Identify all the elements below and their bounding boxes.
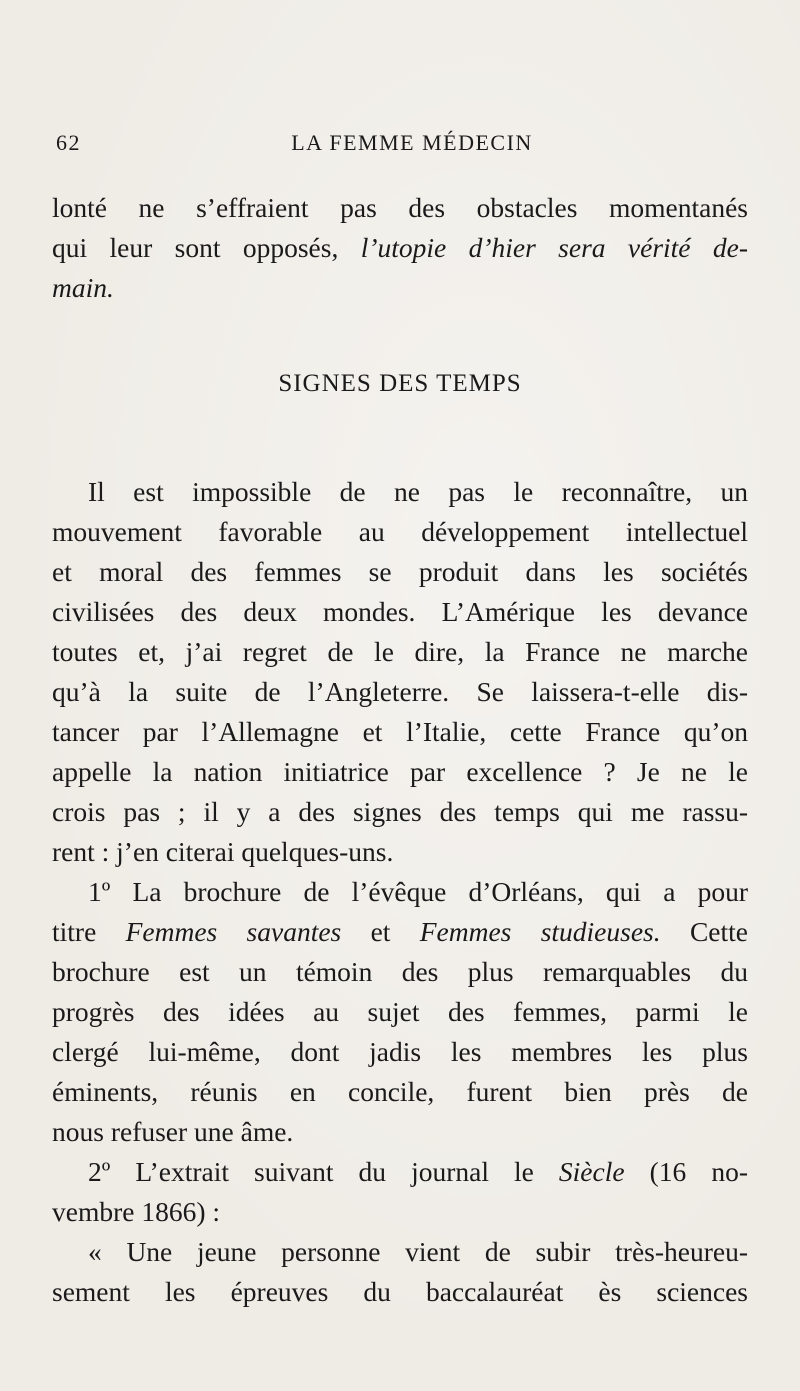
text-line: clergé lui-même, dont jadis les membres les plus (52, 1036, 748, 1067)
text-line: et moral des femmes se produit dans les sociétés (52, 556, 748, 587)
text-line: nous refuser une âme. (52, 1116, 294, 1147)
text-line (52, 268, 748, 308)
text-line: civilisées des deux mondes. L’Amérique les devance (52, 596, 748, 627)
text-line: vembre 1866) : (52, 1196, 221, 1227)
text-line: rent : j’en citerai quelques-uns. (52, 836, 394, 867)
text-line: 2º L’extrait suivant du journal le Siècle (16 no- (88, 1156, 748, 1187)
text-line: éminents, réunis en concile, furent bien près de (52, 1076, 748, 1107)
text-line: toutes et, j’ai regret de le dire, la France ne marche (52, 636, 748, 667)
page-header (56, 130, 748, 166)
italic-title: Femmes savantes (125, 916, 342, 947)
text-line: brochure est un témoin des plus remarquables du (52, 956, 748, 987)
text-line: qu’à la suite de l’Angleterre. Se laissera-t-elle dis- (52, 676, 748, 707)
italic-title: Siècle (558, 1156, 625, 1187)
italic-quote: l’utopie d’hier sera vérité de- (360, 232, 748, 263)
section-heading: SIGNES DES TEMPS (278, 370, 522, 397)
text-line: lonté ne s’effraient pas des obstacles momentanés (52, 192, 748, 223)
text-line: qui leur sont opposés, l’utopie d’hier sera vérité de- (52, 232, 748, 263)
text-line: titre Femmes savantes et Femmes studieuses. Cette (52, 916, 748, 947)
text-line: « Une jeune personne vient de subir très-heureu- (88, 1236, 748, 1267)
text-line: 1º La brochure de l’évêque d’Orléans, qui a pour (88, 876, 748, 907)
italic-quote: main. (52, 272, 114, 303)
text-line: progrès des idées au sujet des femmes, parmi le (52, 996, 748, 1027)
text-line: tancer par l’Allemagne et l’Italie, cette France qu’on (52, 716, 748, 747)
text-line: sement les épreuves du baccalauréat ès sciences (52, 1276, 748, 1307)
page-number: 62 (56, 130, 81, 155)
text-line: crois pas ; il y a des signes des temps qui me rassu- (52, 796, 748, 827)
text-line: appelle la nation initiatrice par excellence ? Je ne le (52, 756, 748, 787)
running-title: LA FEMME MÉDECIN (291, 130, 533, 155)
italic-title: Femmes studieuses. (419, 916, 661, 947)
text-line: mouvement favorable au développement intellectuel (52, 516, 748, 547)
text-line: Il est impossible de ne pas le reconnaître, un (88, 476, 748, 507)
